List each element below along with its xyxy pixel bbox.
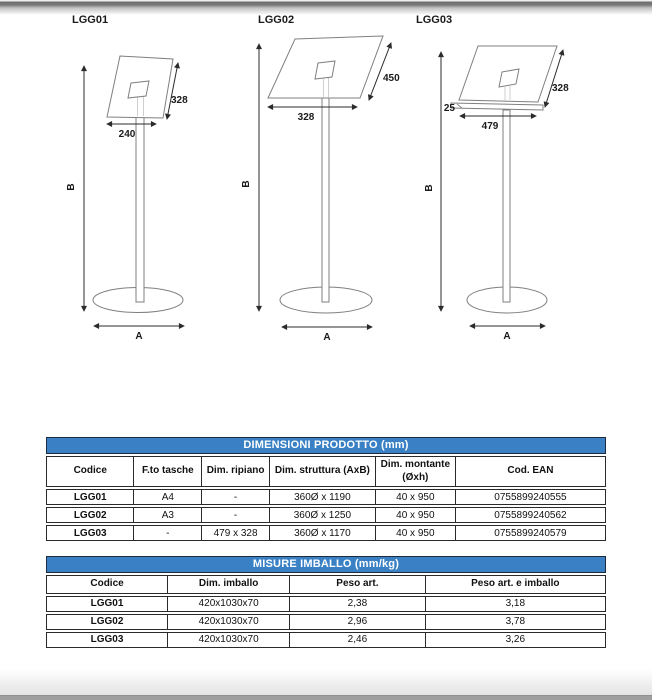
table-row [46, 596, 606, 612]
width-dimension-label: 240 [118, 129, 136, 140]
stand-drawing-lgg03 [416, 14, 569, 342]
pole-bracket [128, 81, 149, 98]
cell-codice: LGG01 [46, 489, 134, 505]
cell-dim-imballo: 420x1030x70 [168, 614, 290, 630]
pole-bracket [315, 61, 335, 79]
stand-title-lgg02: LGG02 [258, 14, 295, 26]
table-row [46, 614, 606, 630]
side-dimension-label: 328 [171, 95, 188, 106]
side-dimension-label: 450 [383, 73, 400, 84]
cell-peso-art: 2,46 [290, 632, 426, 648]
cell-dim-ripiano: - [202, 507, 270, 523]
base-dimension-label: A [323, 332, 331, 343]
cell-dim-ripiano: - [202, 489, 270, 505]
height-dimension-label: B [241, 180, 252, 188]
product-table-header-row [46, 456, 606, 487]
cell-dim-montante: 40 x 950 [376, 489, 456, 505]
col-header-codice: Codice [46, 575, 168, 594]
cell-peso-art-imballo: 3,18 [426, 596, 606, 612]
cell-fto-tasche: - [134, 525, 202, 541]
stand-title-lgg03: LGG03 [416, 14, 453, 26]
col-header-dim-montante: Dim. montante (Øxh) [376, 456, 456, 487]
cell-codice: LGG02 [46, 614, 168, 630]
product-dimensions-table [46, 437, 606, 543]
col-header-peso-art-imballo: Peso art. e imballo [426, 575, 606, 594]
cell-codice: LGG01 [46, 596, 168, 612]
pole [503, 110, 510, 302]
cell-cod-ean: 0755899240562 [456, 507, 606, 523]
pole [322, 98, 329, 302]
cell-peso-art: 2,96 [290, 614, 426, 630]
table-row [46, 507, 606, 523]
cell-fto-tasche: A4 [134, 489, 202, 505]
cell-dim-ripiano: 479 x 328 [202, 525, 270, 541]
stand-drawing-lgg01 [66, 14, 188, 342]
cell-codice: LGG02 [46, 507, 134, 523]
table-row [46, 489, 606, 505]
viewer-bottom-gradient [0, 669, 652, 695]
cell-codice: LGG03 [46, 525, 134, 541]
cell-cod-ean: 0755899240579 [456, 525, 606, 541]
base-dimension-label: A [503, 331, 511, 342]
packaging-table-title: MISURE IMBALLO (mm/kg) [46, 556, 606, 573]
stand-title-lgg01: LGG01 [72, 14, 109, 26]
packaging-measures-table [46, 556, 606, 650]
lip-dimension-label: 25 [443, 103, 455, 114]
tray-lip [451, 103, 543, 110]
cell-cod-ean: 0755899240555 [456, 489, 606, 505]
product-table-title: DIMENSIONI PRODOTTO (mm) [46, 437, 606, 454]
cell-dim-imballo: 420x1030x70 [168, 632, 290, 648]
packaging-table-header-row [46, 575, 606, 594]
col-header-dim-imballo: Dim. imballo [168, 575, 290, 594]
cell-peso-art-imballo: 3,26 [426, 632, 606, 648]
table-row [46, 525, 606, 541]
cell-dim-struttura: 360Ø x 1250 [270, 507, 376, 523]
base-dimension-label: A [135, 331, 143, 342]
stand-drawing-lgg02 [241, 14, 400, 343]
table-row [46, 632, 606, 648]
cell-fto-tasche: A3 [134, 507, 202, 523]
height-dimension-label: B [424, 184, 435, 192]
col-header-dim-ripiano: Dim. ripiano [202, 456, 270, 487]
cell-dim-struttura: 360Ø x 1190 [270, 489, 376, 505]
col-header-dim-struttura: Dim. struttura (AxB) [270, 456, 376, 487]
col-header-codice: Codice [46, 456, 134, 487]
width-dimension-label: 479 [481, 121, 499, 132]
width-dimension-label: 328 [297, 112, 315, 123]
cell-dim-imballo: 420x1030x70 [168, 596, 290, 612]
col-header-peso-art: Peso art. [290, 575, 426, 594]
cell-peso-art-imballo: 3,78 [426, 614, 606, 630]
pole-bracket [499, 69, 519, 87]
cell-codice: LGG03 [46, 632, 168, 648]
cell-dim-montante: 40 x 950 [376, 525, 456, 541]
cell-peso-art: 2,38 [290, 596, 426, 612]
viewer-bottom-bar [0, 695, 652, 700]
side-dimension-label: 328 [552, 83, 569, 94]
pole [136, 117, 144, 302]
cell-dim-montante: 40 x 950 [376, 507, 456, 523]
cell-dim-struttura: 360Ø x 1170 [270, 525, 376, 541]
col-header-fto-tasche: F.to tasche [134, 456, 202, 487]
height-dimension-label: B [66, 183, 77, 191]
col-header-cod-ean: Cod. EAN [456, 456, 606, 487]
